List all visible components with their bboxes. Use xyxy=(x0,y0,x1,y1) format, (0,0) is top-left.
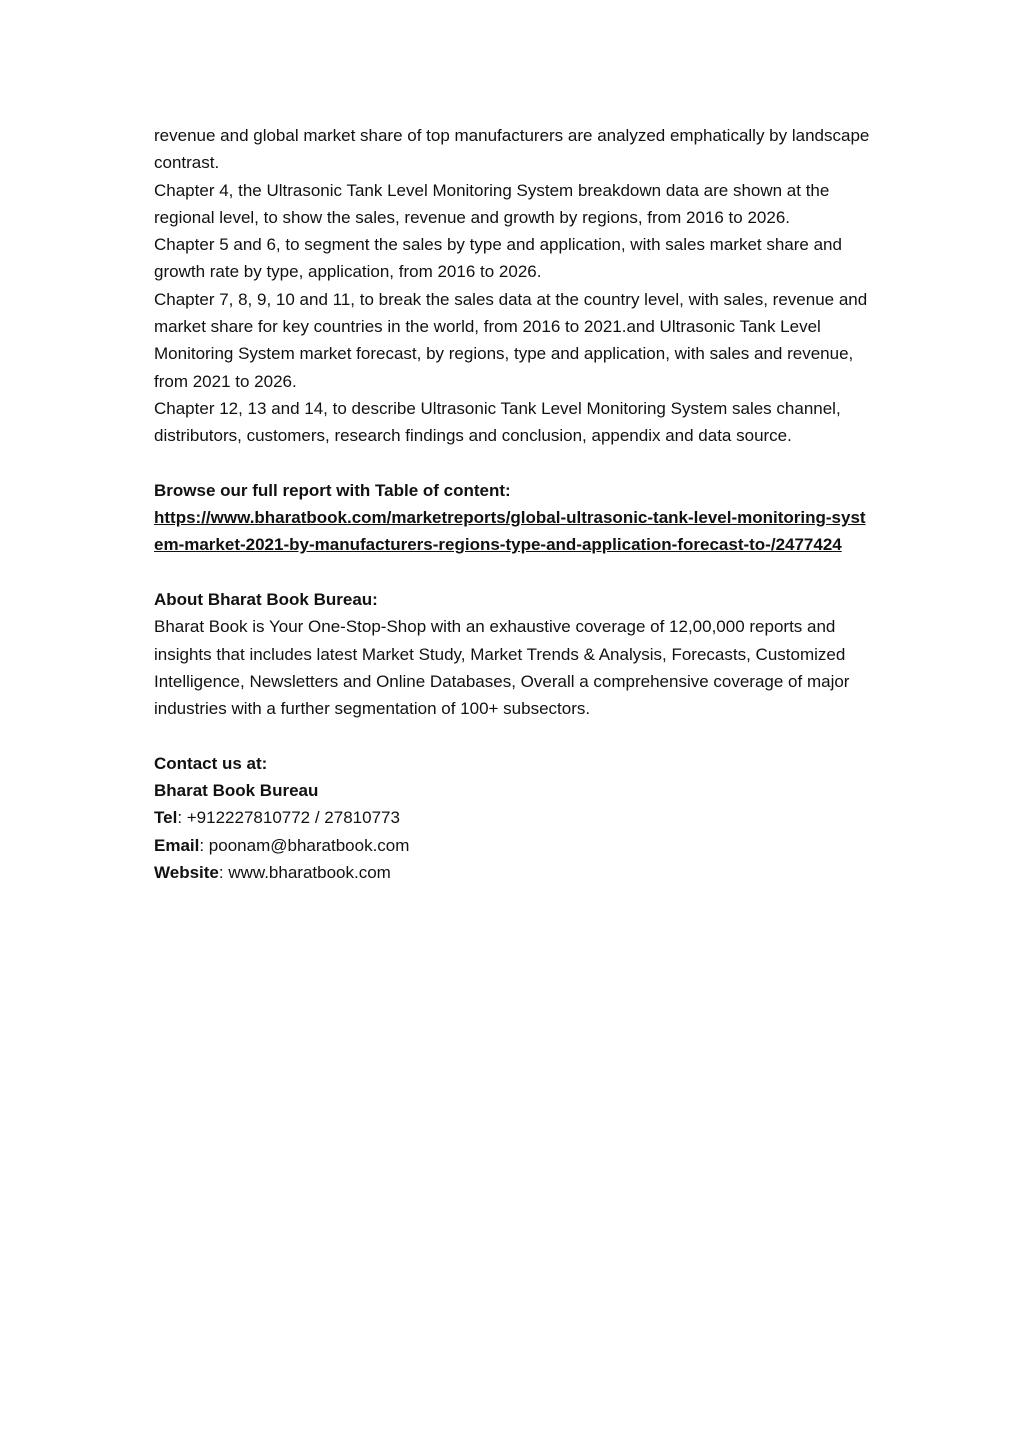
paragraph-chapter-7-11: Chapter 7, 8, 9, 10 and 11, to break the sales data at the country level, with sales, revenue and market share for key countries in the world, from 2016 to 2021.and Ultrasonic Tank Level Monitoring System market forecast, by regions, type and application, with sales and revenue, from 2021 to 2026. xyxy=(154,289,868,391)
contact-heading: Contact us at: xyxy=(154,753,268,773)
website-label: Website xyxy=(154,863,219,883)
email-label: Email xyxy=(154,835,200,855)
contact-email xyxy=(154,832,870,859)
website-value: : www.bharatbook.com xyxy=(218,863,391,883)
contact-company: Bharat Book Bureau xyxy=(154,781,319,801)
contact-tel xyxy=(154,804,870,831)
paragraph-chapter-12-14: Chapter 12, 13 and 14, to describe Ultrasonic Tank Level Monitoring System sales channel, distributors, customers, research findings and conclusion, appendix and data source. xyxy=(154,398,841,446)
about-heading: About Bharat Book Bureau: xyxy=(154,590,378,610)
browse-heading: Browse our full report with Table of content: xyxy=(154,480,511,500)
paragraph-chapter-4: Chapter 4, the Ultrasonic Tank Level Monitoring System breakdown data are shown at the regional level, to show the sales, revenue and growth by regions, from 2016 to 2026. xyxy=(154,180,830,227)
paragraph-revenue: revenue and global market share of top manufacturers are analyzed emphatically by landscape contrast. xyxy=(154,126,870,173)
tel-label: Tel xyxy=(154,808,178,828)
spacer xyxy=(154,559,870,586)
document-page xyxy=(154,122,870,886)
about-text: Bharat Book is Your One-Stop-Shop with an exhaustive coverage of 12,00,000 reports and insights that includes latest Market Study, Market Trends & Analysis, Forecasts, Customized Intelligence, Newsletters and Online Databases, Overall a comprehensive coverage of major industries with a further segmentation of 100+ subsectors. xyxy=(154,617,850,719)
spacer xyxy=(154,450,870,477)
spacer xyxy=(154,723,870,750)
contact-website xyxy=(154,859,870,886)
paragraph-chapter-5-6: Chapter 5 and 6, to segment the sales by type and application, with sales market share and growth rate by type, application, from 2016 to 2026. xyxy=(154,235,842,282)
tel-value: : +912227810772 / 27810773 xyxy=(177,808,400,828)
report-link[interactable]: https://www.bharatbook.com/marketreports/global-ultrasonic-tank-level-monitoring-system-market-2021-by-manufacturers-regions-type-and-application-forecast-to-/2477424 xyxy=(154,508,866,555)
email-value: : poonam@bharatbook.com xyxy=(199,835,410,855)
